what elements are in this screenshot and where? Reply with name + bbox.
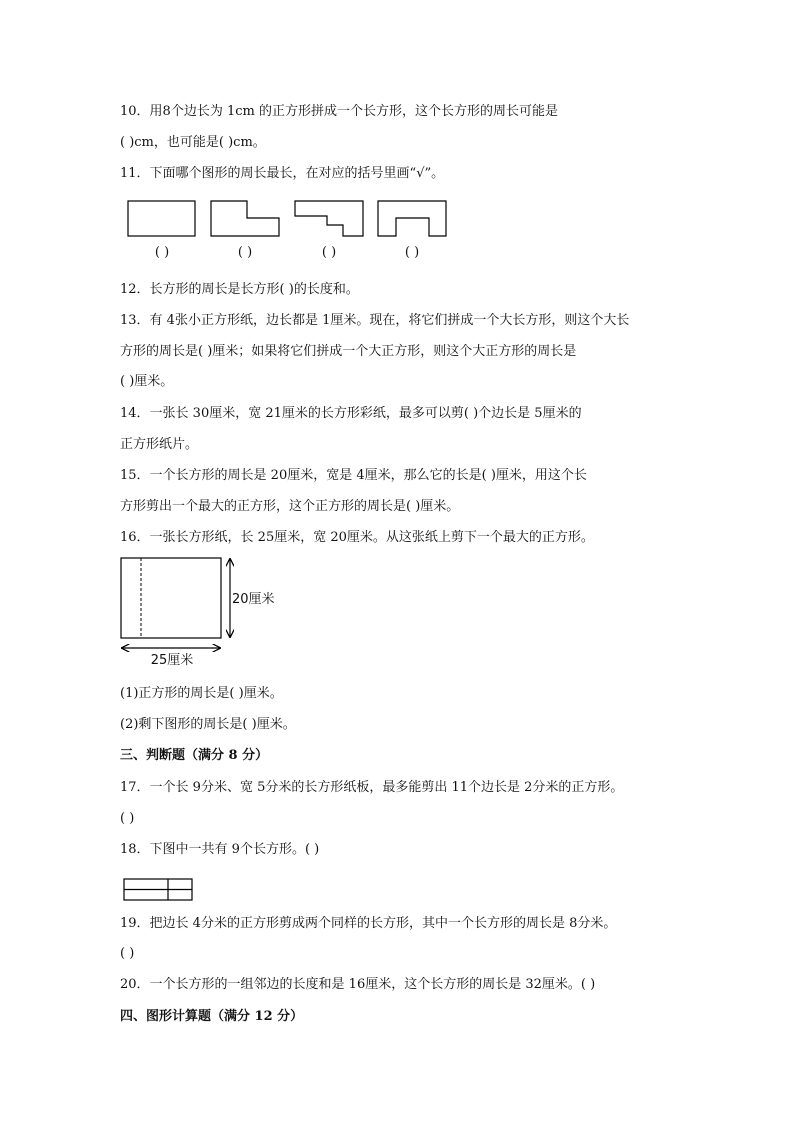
shape-c	[295, 201, 363, 236]
question-19-blank: ( )	[120, 946, 135, 961]
question-18-figure	[120, 874, 200, 906]
question-11-figures	[110, 192, 470, 264]
height-label: 20厘米	[232, 592, 275, 607]
question-20: 20．一个长方形的一组邻边的长度和是 16厘米，这个长方形的周长是 32厘米。( )	[120, 977, 596, 992]
question-10-line-2: ( )cm，也可能是( )cm。	[120, 135, 266, 150]
question-11: 11．下面哪个图形的周长最长，在对应的括号里画“√”。	[120, 166, 445, 181]
shape-b-paren: ( )	[237, 245, 253, 260]
width-label: 25厘米	[150, 653, 194, 668]
section-3-heading: 三、判断题（满分 8 分）	[120, 748, 269, 763]
question-13-line-1: 13．有 4张小正方形纸，边长都是 1厘米。现在，将它们拼成一个大长方形，则这个大长	[120, 313, 630, 328]
shape-c-paren: ( )	[321, 245, 337, 260]
question-13-line-3: ( )厘米。	[120, 374, 174, 389]
question-14-line-2: 正方形纸片。	[120, 437, 199, 452]
section-4-heading: 四、图形计算题（满分 12 分）	[120, 1009, 304, 1024]
question-12: 12．长方形的周长是长方形( )的长度和。	[120, 282, 359, 297]
question-13-line-2: 方形的周长是( )厘米；如果将它们拼成一个大正方形，则这个大正方形的周长是	[120, 344, 577, 359]
paper-rectangle	[121, 558, 221, 638]
question-10-line-1: 10．用8个边长为 1cm 的正方形拼成一个长方形，这个长方形的周长可能是	[120, 104, 558, 119]
question-17: 17．一个长 9分米、宽 5分米的长方形纸板，最多能剪出 11个边长是 2分米的正方形。	[120, 780, 624, 795]
question-19: 19．把边长 4分米的正方形剪成两个同样的长方形，其中一个长方形的周长是 8分米。	[120, 916, 617, 931]
question-18: 18．下图中一共有 9个长方形。( )	[120, 842, 320, 857]
shape-a	[128, 201, 195, 236]
shape-a-paren: ( )	[154, 245, 170, 260]
question-16-part-2: (2)剩下图形的周长是( )厘米。	[120, 717, 296, 732]
shape-d	[378, 201, 446, 236]
shape-b	[211, 201, 279, 236]
question-16: 16．一张长方形纸，长 25厘米，宽 20厘米。从这张纸上剪下一个最大的正方形。	[120, 530, 594, 545]
question-16-figure	[112, 552, 292, 670]
shape-d-paren: ( )	[404, 245, 420, 260]
question-14-line-1: 14．一张长 30厘米，宽 21厘米的长方形彩纸，最多可以剪( )个边长是 5厘米的	[120, 406, 582, 421]
question-16-part-1: (1)正方形的周长是( )厘米。	[120, 686, 283, 701]
question-17-blank: ( )	[120, 811, 135, 826]
question-15-line-2: 方形剪出一个最大的正方形，这个正方形的周长是( )厘米。	[120, 499, 460, 514]
question-15-line-1: 15．一个长方形的周长是 20厘米，宽是 4厘米，那么它的长是( )厘米，用这个长	[120, 468, 587, 483]
